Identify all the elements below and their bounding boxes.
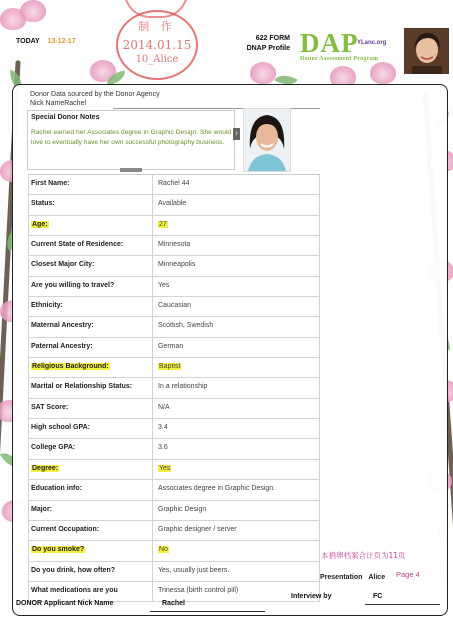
table-row (28, 378, 320, 398)
row-value: Yes (159, 464, 171, 472)
row-label: Paternal Ancestry: (31, 342, 93, 350)
footer-nick-name: Rachel (162, 600, 185, 607)
row-divider (152, 277, 153, 296)
row-label: Ethnicity: (31, 302, 63, 310)
row-label: Do you drink, how often? (31, 566, 115, 574)
row-label: What medications are you (31, 586, 118, 594)
row-divider (152, 236, 153, 255)
row-divider (152, 378, 153, 397)
row-label: First Name: (31, 180, 70, 187)
page-number: Page 4 (396, 570, 420, 579)
row-label: Religious Background: (32, 363, 109, 371)
total-pages-note: 本捐卵档案合计页为11页 (321, 551, 406, 560)
table-row (28, 460, 320, 480)
row-value: In a relationship (158, 383, 208, 391)
row-divider (152, 216, 153, 235)
today-field (16, 38, 76, 45)
dap-logo: DAP (300, 28, 359, 58)
footer-interviewer: FC (373, 593, 383, 600)
footer-interview-label: Interview by (291, 593, 332, 600)
row-value: Graphic Design (158, 505, 207, 513)
row-value: Graphic designer / server (158, 525, 237, 533)
header-donor-photo (404, 28, 449, 74)
row-value: Minneapolis (158, 261, 196, 269)
row-value: Yes, usually just beers. (158, 566, 230, 574)
row-label: Marital or Relationship Status: (31, 383, 133, 391)
row-label: Current Occupation: (31, 525, 100, 533)
stamp-line-2: 2014.01.15 (122, 38, 192, 52)
row-divider (152, 439, 153, 458)
stamp-line-3: 10_Alice (135, 54, 179, 65)
form-title: DNAP Profile (246, 45, 290, 52)
footer-interview-rule (365, 604, 440, 605)
row-divider (152, 582, 153, 601)
row-divider (152, 419, 153, 438)
row-divider (152, 460, 153, 479)
red-stamp (116, 10, 198, 80)
row-divider (152, 399, 153, 418)
row-value: Trinessa (birth control pill) (158, 586, 239, 594)
row-divider (152, 195, 153, 214)
row-value: N/A (158, 403, 170, 411)
table-row (28, 256, 320, 276)
table-row (28, 501, 320, 521)
table-row (28, 297, 320, 317)
row-value: German (158, 342, 184, 350)
presentation-name: Alice (368, 574, 386, 581)
row-value: 3.4 (158, 424, 168, 432)
row-value: Scottish, Swedish (158, 322, 214, 330)
form-number: 622 FORM (255, 35, 290, 42)
presentation-label: Presentation (320, 574, 363, 581)
table-row (28, 399, 320, 419)
special-notes-box (27, 110, 235, 170)
table-row (28, 216, 320, 236)
dap-logo-program: Donor Assessment Program (300, 56, 379, 62)
donor-data-table (28, 174, 320, 602)
nick-name-line: Nick NameRachel (30, 100, 87, 107)
agency-source-line: Donor Data sourced by the Donor Agency (30, 91, 160, 98)
row-label: Age: (32, 220, 48, 228)
table-row (28, 338, 320, 358)
row-value: Baptist (159, 363, 181, 371)
table-row (28, 175, 320, 195)
table-row (28, 195, 320, 215)
table-row (28, 439, 320, 459)
row-label: Closest Major City: (31, 261, 95, 269)
row-value: Associates degree in Graphic Design. (158, 485, 276, 493)
row-label: Maternal Ancestry: (31, 322, 94, 330)
table-row (28, 521, 320, 541)
row-divider (152, 256, 153, 275)
dap-logo-site: YLanc.org (357, 40, 387, 46)
row-label: High school GPA: (31, 424, 90, 432)
stamp-line-1: 制 作 (138, 20, 176, 33)
row-divider (152, 541, 153, 560)
special-notes-body: Rachel earned her Associates degree in Graphic Design. She would love to eventually have her own successful photography business. (31, 129, 231, 146)
table-row (28, 236, 320, 256)
today-date: 13-12-17 (47, 38, 76, 45)
row-value: 27 (159, 220, 167, 228)
footer-nick-rule (150, 611, 265, 612)
row-label: Are you willing to travel? (31, 281, 115, 289)
row-value: Caucasian (158, 302, 192, 310)
row-label: Current State of Residence: (31, 241, 124, 249)
row-value: 3.6 (158, 444, 168, 452)
row-divider (152, 562, 153, 581)
row-label: Degree: (32, 464, 59, 472)
row-divider (152, 175, 153, 194)
row-label: SAT Score: (31, 403, 69, 411)
row-value: Rachel 44 (158, 180, 190, 187)
today-label: TODAY (16, 38, 40, 45)
row-value: Minnesota (158, 241, 191, 249)
row-label: College GPA: (31, 444, 76, 452)
table-row (28, 358, 320, 378)
row-divider (152, 317, 153, 336)
row-divider (152, 480, 153, 499)
table-row (28, 562, 320, 582)
presentation-field (320, 574, 385, 581)
expand-arrow-icon[interactable]: › (233, 128, 240, 140)
resize-grip-icon[interactable] (120, 168, 142, 172)
row-divider (152, 297, 153, 316)
special-notes-title: Special Donor Notes (31, 114, 100, 121)
table-row (28, 277, 320, 297)
row-divider (152, 338, 153, 357)
row-label: Status: (31, 200, 55, 208)
row-value: No (159, 546, 168, 554)
row-divider (152, 521, 153, 540)
form-id (230, 34, 290, 54)
row-label: Major: (31, 505, 52, 513)
table-row (28, 317, 320, 337)
donor-photo (243, 108, 291, 172)
row-label: Do you smoke? (32, 546, 85, 554)
row-label: Education info: (31, 485, 82, 493)
row-divider (152, 501, 153, 520)
row-value: Yes (158, 281, 170, 289)
table-row (28, 541, 320, 561)
footer-nick-label: DONOR Applicant Nick Name (16, 600, 114, 607)
table-row (28, 480, 320, 500)
row-value: Available (158, 200, 187, 208)
row-divider (152, 358, 153, 377)
table-row (28, 419, 320, 439)
